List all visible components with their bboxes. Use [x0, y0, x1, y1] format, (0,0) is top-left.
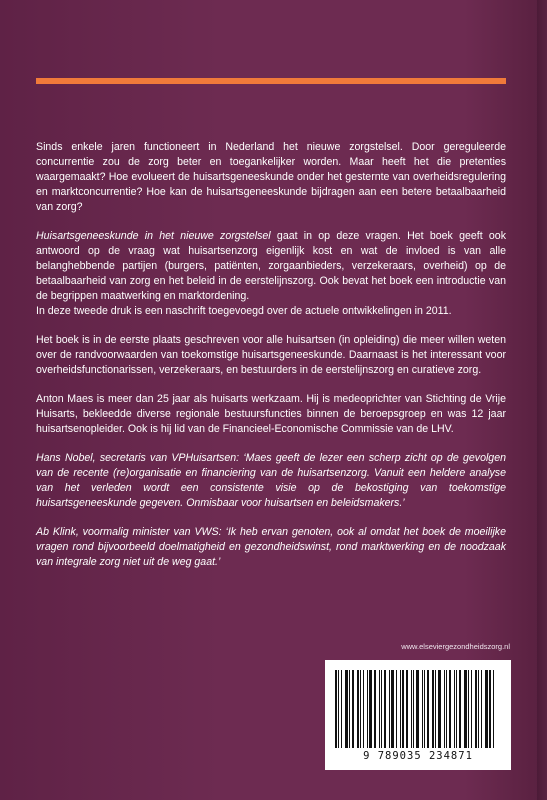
barcode-bar [464, 670, 467, 748]
barcode-bar [422, 670, 423, 748]
barcode-bar [374, 670, 376, 748]
barcode-bar [435, 670, 436, 748]
barcode-bar [478, 670, 479, 748]
barcode-bar [363, 670, 364, 748]
book-summary-text: gaat in op deze vragen. Het boek geeft ook antwoord op de vraag wat huisartsenzorg eigenlijk kost en wat de invloed is van alle belanghebbende partijen (burgers, patiënten, zorgaanbieders, verzekeraars, overheid) op de betaalbaarheid van zorg en het beleid in de eerstelijnszorg. Ook bevat het boek een introductie van de begrippen maatwerking en marktordening. [36, 230, 506, 302]
barcode-bar [384, 670, 386, 748]
barcode-bar [369, 670, 372, 748]
barcode-panel [325, 660, 511, 770]
barcode-bar [468, 670, 469, 748]
barcode-bar [400, 670, 401, 748]
barcode-bar [432, 670, 434, 748]
barcode-bar [427, 670, 429, 748]
publisher-website: www.elseviergezondheidszorg.nl [401, 642, 510, 651]
isbn-number: 9 789035 234871 [363, 750, 473, 762]
barcode-bar [357, 670, 359, 748]
barcode-bar [352, 670, 354, 748]
intro-paragraph: Sinds enkele jaren functioneert in Nederland het nieuwe zorgstelsel. Door gereguleerde concurrentie zou de zorg beter en toegankelijker worden. Maar heeft het die pretenties waargemaakt? Hoe evolueert de huisartsgeneeskunde onder het gesternte van overheidsregulering en marktconcurrentie? Hoe kan de huisartsgeneeskunde bijdragen aan een betere betaalbaarheid van zorg? [36, 141, 506, 213]
barcode-bar [481, 670, 482, 748]
spine-edge [537, 0, 547, 800]
barcode-bar [360, 670, 361, 748]
barcode-bar [424, 670, 425, 748]
author-bio: Anton Maes is meer dan 25 jaar als huisarts werkzaam. Hij is medeoprichter van Stichting de Vrije Huisarts, bekleedde diverse regionale bestuursfuncties binnen de beroepsgroep en was 12 jaar huisartsenopleider. Ook is hij lid van de Financieel-Economische Commissie van de LHV. [36, 393, 506, 435]
barcode [335, 670, 501, 748]
barcode-bar [396, 670, 397, 748]
barcode-bar [345, 670, 348, 748]
barcode-bar [485, 670, 488, 748]
barcode-bar [379, 670, 380, 748]
accent-rule [36, 78, 506, 84]
barcode-bar [475, 670, 477, 748]
barcode-bar [413, 670, 414, 748]
barcode-bar [416, 670, 419, 748]
barcode-bar [402, 670, 404, 748]
barcode-bar [446, 670, 447, 748]
second-edition-note: In deze tweede druk is een naschrift toegevoegd over de actuele ontwikkelingen in 2011. [36, 305, 452, 317]
review-klink: Ab Klink, voormalig minister van VWS: ‘Ik heb ervan genoten, ook al omdat het boek de moeilijke vragen rond bijvoorbeeld doelmatigheid en gezondheidswinst, rond marktwerking en de noodzaak van integrale zorg niet uit de weg gaat.’ [36, 526, 506, 568]
barcode-bar [389, 670, 390, 748]
barcode-bar [493, 670, 494, 748]
barcode-bar [338, 670, 339, 748]
barcode-bar [454, 670, 455, 748]
book-title: Huisartsgeneeskunde in het nieuwe zorgstelsel [36, 230, 271, 242]
barcode-bar [489, 670, 491, 748]
barcode-bar [381, 670, 382, 748]
barcode-bar [471, 670, 472, 748]
barcode-bar [341, 670, 342, 748]
barcode-bar [349, 670, 350, 748]
barcode-bar [459, 670, 461, 748]
audience-paragraph: Het boek is in de eerste plaats geschreven voor alle huisartsen (in opleiding) die meer willen weten over de randvoorwaarden van toekomstige huisartsgeneeskunde. Daarnaast is het interessant voor overheidsfunctionarissen, verzekeraars, en bestuurders in de eerstelijnszorg en curatieve zorg. [36, 334, 506, 376]
barcode-bar [456, 670, 457, 748]
barcode-bar [367, 670, 368, 748]
book-summary-paragraph [36, 229, 506, 304]
barcode-bar [406, 670, 408, 748]
barcode-bar [411, 670, 412, 748]
blurb-text [36, 140, 506, 584]
barcode-bar [449, 670, 451, 748]
barcode-bar [444, 670, 445, 748]
review-nobel: Hans Nobel, secretaris van VPHuisartsen: ‘Maes geeft de lezer een scherp zicht op de gevolgen van de recente (re)organisatie en financiering van de huisartsenzorg. Vanuit een heldere analyse van het verleden wordt een consistente visie op de bekostiging van toekomstige huisartsgeneeskunde gegeven. Onmisbaar voor huisartsen en beleidsmakers.’ [36, 452, 506, 509]
barcode-bar [335, 670, 337, 748]
barcode-bar [438, 670, 441, 748]
barcode-bar [391, 670, 394, 748]
